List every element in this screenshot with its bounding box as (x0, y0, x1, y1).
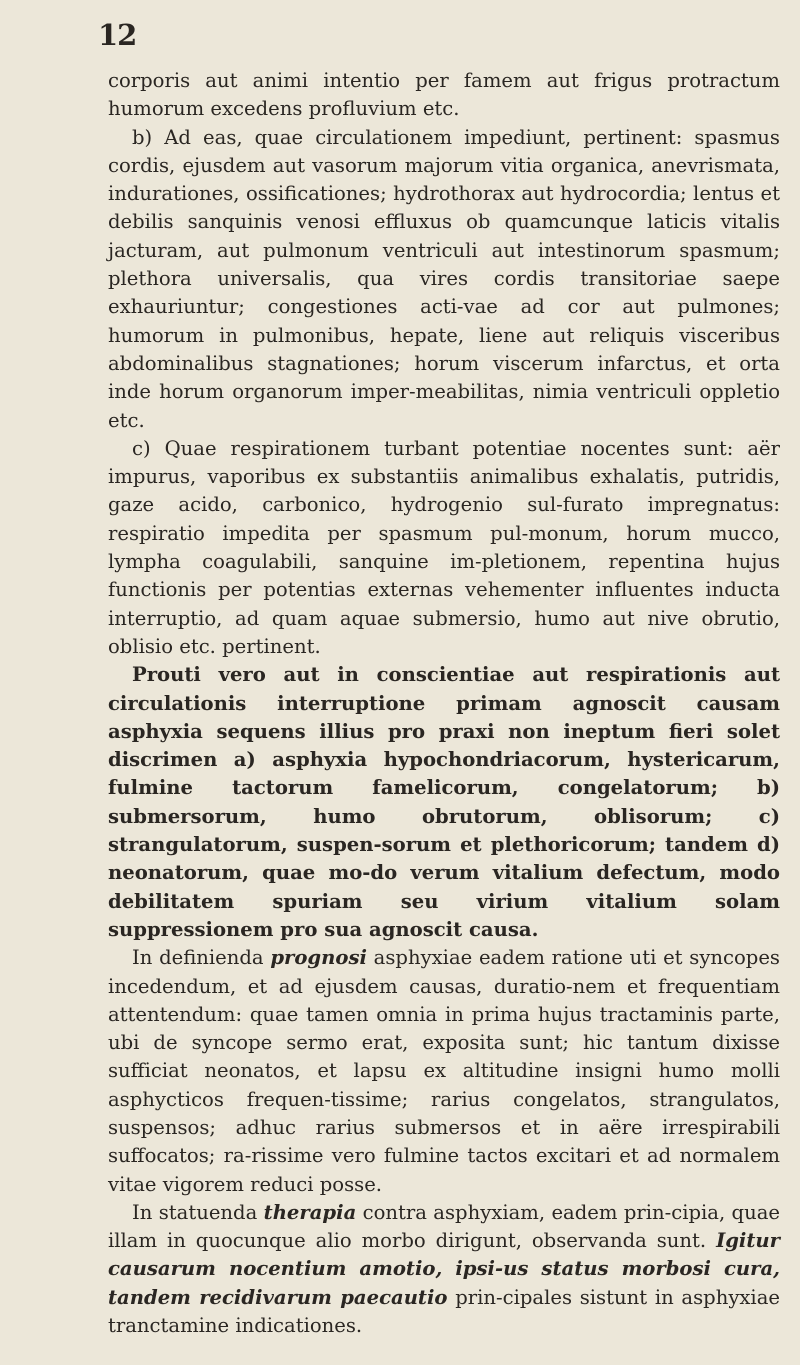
paragraph-prognosis (108, 944, 780, 1199)
body-text (108, 67, 780, 1340)
paragraph-therapy (108, 1199, 780, 1340)
prognosis-text: asphyxiae eadem ratione uti et syncopes incedendum, et ad ejusdem causas, duratio-nem et frequentiam attentendum: quae tamen omnia in prima hujus tractaminis parte, ubi de syncope sermo erat, exposita sunt; hic tantum dixisse sufficiat neonatos, et lapsu ex altitudine insigni humo molli asphycticos frequen-tissime; rarius congelatos, strangulatos, suspensos; adhuc rarius submersos et in aëre irrespirabili suffocatos; ra-rissime vero fulmine tactos excitari et ad normalem vitae vigorem reduci posse. (108, 946, 780, 1196)
therapy-closing: prin-cipales sistunt in asphyxiae tranctamine indicationes. (108, 1285, 780, 1338)
therapy-lead: In statuenda (132, 1200, 264, 1224)
paragraph-continuation: corporis aut animi intentio per famem aut frigus protractum humorum excedens profluvium etc. (108, 69, 780, 121)
paragraph-c-respiration: c) Quae respirationem turbant potentiae nocentes sunt: aër impurus, vaporibus ex substantiis animalibus exhalatis, putridis, gaze acido, carbonico, hydrogenio sul-furato impregnatus: respiratio impedita per spasmum pul-monum, horum mucco, lympha coagulabili, sanquine im-pletionem, repentina hujus functionis per potentias externas vehementer influentes inducta interruptio, ad quam aquae submersio, humo aut nive obrutio, oblisio etc. pertinent. (108, 436, 780, 658)
prognosis-term: prognosi (270, 946, 367, 970)
therapy-indications-italic: Igitur causarum nocentium amotio, ipsi-us status morbosi cura, tandem recidivarum paecautio (108, 1229, 780, 1309)
paragraph-b-circulation: b) Ad eas, quae circulationem impediunt, pertinent: spasmus cordis, ejusdem aut vasorum majorum vitia organica, anevrismata, indurationes, ossificationes; hydrothorax aut hydrocordia; lentus et debilis sanquinis venosi effluxus ob quamcunque laticis vitalis jacturam, aut pulmonum ventriculi aut intestinorum spasmum; plethora universalis, qua vires cordis transitoriae saepe exhauriuntur; congestiones acti-vae ad cor aut pulmones; humorum in pulmonibus, hepate, liene aut reliquis visceribus abdominalibus stagnationes; horum viscerum infarctus, et orta inde horum organorum imper-meabilitas, nimia ventriculi oppletio etc. (108, 125, 780, 432)
paragraph-asphyxia-discrimen: Prouti vero aut in conscientiae aut respirationis aut circulationis interruptione primam agnoscit causam asphyxia sequens illius pro praxi non ineptum fieri solet discrimen a) asphyxia hypochondriacorum, hystericarum, fulmine tactorum famelicorum, congelatorum; b) submersorum, humo obrutorum, oblisorum; c) strangulatorum, suspen-sorum et plethoricorum; tandem d) neonatorum, quae mo-do verum vitalium defectum, modo debilitatem spuriam seu virium vitalium solam suppressionem pro sua agnoscit causa. (108, 663, 780, 941)
therapy-text: contra asphyxiam, eadem prin-cipia, quae illam in quocunque alio morbo dirigunt, observanda sunt. (108, 1200, 780, 1253)
therapy-term: therapia (263, 1200, 357, 1224)
prognosis-lead: In definienda (132, 946, 271, 970)
page-number: 12 (98, 18, 137, 52)
